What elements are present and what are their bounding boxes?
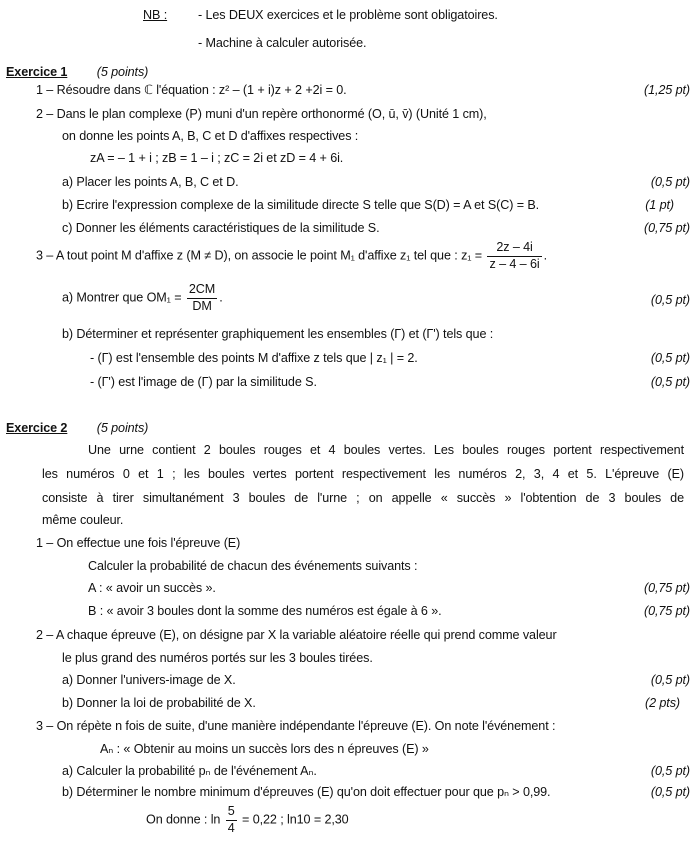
ex2-q3b-points: (0,5 pt) [650, 785, 690, 799]
ex2-para-line3: consiste à tirer simultanément 3 boules de l'urne ; on appelle « succès » l'obtention de 3 boules de [42, 491, 684, 505]
ex2-para-line2: les numéros 0 et 1 ; les boules vertes portent respectivement les numéros 2, 3, 4 et 5. L'épreuve (E) [42, 467, 684, 481]
ex2-q1-calc: Calculer la probabilité de chacun des événements suivants : [88, 559, 418, 573]
ex1-q3b2-points: (0,5 pt) [650, 375, 690, 389]
ex2-q3-line1: 3 – On répète n fois de suite, d'une manière indépendante l'épreuve (E). On note l'événement : [36, 719, 556, 733]
ex1-q2c: c) Donner les éléments caractéristiques de la similitude S. [62, 221, 380, 235]
om1-fraction [187, 282, 217, 314]
ln-numerator: 5 [226, 804, 237, 821]
ex1-q2b: b) Ecrire l'expression complexe de la similitude directe S telle que S(D) = A et S(C) = B. [62, 198, 540, 212]
ex1-points: (5 points) [96, 65, 149, 79]
om1-denominator: DM [192, 298, 212, 313]
om1-numerator: 2CM [187, 282, 217, 299]
ex1-heading [6, 66, 148, 79]
ln-fraction [226, 804, 237, 836]
ln-denominator: 4 [227, 820, 235, 835]
ex2-q3-an: Aₙ : « Obtenir au moins un succès lors des n épreuves (E) » [100, 742, 429, 756]
nb-label: NB : [143, 8, 168, 22]
ex2-heading [6, 422, 148, 435]
ex2-given-values: On donne : ln $\frac{5}{4}$ = 0,22 ; ln10 = 2,30 [146, 804, 349, 835]
ex1-title: Exercice 1 [6, 65, 68, 79]
ex2-points: (5 points) [96, 421, 149, 435]
ex1-q1: 1 – Résoudre dans ℂ l'équation : z² – (1 + i)z + 2 +2i = 0. [36, 83, 347, 97]
ex2-para-line1: Une urne contient 2 boules rouges et 4 boules vertes. Les boules rouges portent respectivement [88, 443, 684, 457]
z1-numerator: 2z – 4i [487, 240, 541, 257]
ex1-q2-affixes: zA = – 1 + i ; zB = 1 – i ; zC = 2i et zD = 4 + 6i. [90, 151, 344, 165]
ex2-q2-line2: le plus grand des numéros portés sur les 3 boules tirées. [62, 651, 373, 665]
ex1-q2-line1: 2 – Dans le plan complexe (P) muni d'un repère orthonormé (O, ū, v̄) (Unité 1 cm), [36, 107, 487, 121]
ex2-q1-event-b: B : « avoir 3 boules dont la somme des numéros est égale à 6 ». [88, 604, 442, 618]
ex2-q1-event-b-points: (0,75 pt) [643, 604, 690, 618]
ex2-q3b: b) Déterminer le nombre minimum d'épreuves (E) qu'on doit effectuer pour que pₙ > 0,99. [62, 785, 551, 799]
ex2-q2b: b) Donner la loi de probabilité de X. [62, 696, 256, 710]
ex2-para-line4: même couleur. [42, 513, 124, 527]
ex1-q2b-points: (1 pt) [645, 198, 674, 212]
ex2-q2a: a) Donner l'univers-image de X. [62, 673, 236, 687]
ex2-q2a-points: (0,5 pt) [650, 673, 690, 687]
ex1-q2a: a) Placer les points A, B, C et D. [62, 175, 239, 189]
z1-fraction [487, 240, 541, 272]
ex2-q2-line1: 2 – A chaque épreuve (E), on désigne par X la variable aléatoire réelle qui prend comme valeur [36, 628, 557, 642]
z1-denominator: z – 4 – 6i [489, 256, 540, 271]
nb-line-1: - Les DEUX exercices et le problème sont obligatoires. [198, 8, 498, 22]
ex1-q3a-points: (0,5 pt) [650, 293, 690, 307]
ex1-q3a: a) Montrer que OM₁ = $\frac{2CM}{DM}$ . [62, 282, 223, 313]
ex1-q3b: b) Déterminer et représenter graphiquement les ensembles (Γ) et (Γ') tels que : [62, 327, 494, 341]
ex1-q3b1-points: (0,5 pt) [650, 351, 690, 365]
ex1-q3-intro: 3 – A tout point M d'affixe z (M ≠ D), on associe le point M₁ d'affixe z₁ tel que : z₁ = $\frac{2z - 4i}{z - 4 - 6i}$ . [36, 240, 547, 271]
ex1-q2-line2: on donne les points A, B, C et D d'affixes respectives : [62, 129, 359, 143]
ex2-q1-event-a-points: (0,75 pt) [643, 581, 690, 595]
ex2-q3a: a) Calculer la probabilité pₙ de l'événement Aₙ. [62, 764, 317, 778]
ex2-q3a-points: (0,5 pt) [650, 764, 690, 778]
ex1-q2c-points: (0,75 pt) [643, 221, 690, 235]
nb-line-2: - Machine à calculer autorisée. [198, 36, 367, 50]
ex1-q3b2: - (Γ') est l'image de (Γ) par la similitude S. [90, 375, 317, 389]
ex2-title: Exercice 2 [6, 421, 68, 435]
ex1-q1-points: (1,25 pt) [643, 83, 690, 97]
ex1-q2a-points: (0,5 pt) [650, 175, 690, 189]
ex2-q2b-points: (2 pts) [645, 696, 680, 710]
ex2-q1-event-a: A : « avoir un succès ». [88, 581, 216, 595]
ex1-q3b1: - (Γ) est l'ensemble des points M d'affixe z tels que | z₁ | = 2. [90, 351, 418, 365]
ex2-q1-title: 1 – On effectue une fois l'épreuve (E) [36, 536, 241, 550]
